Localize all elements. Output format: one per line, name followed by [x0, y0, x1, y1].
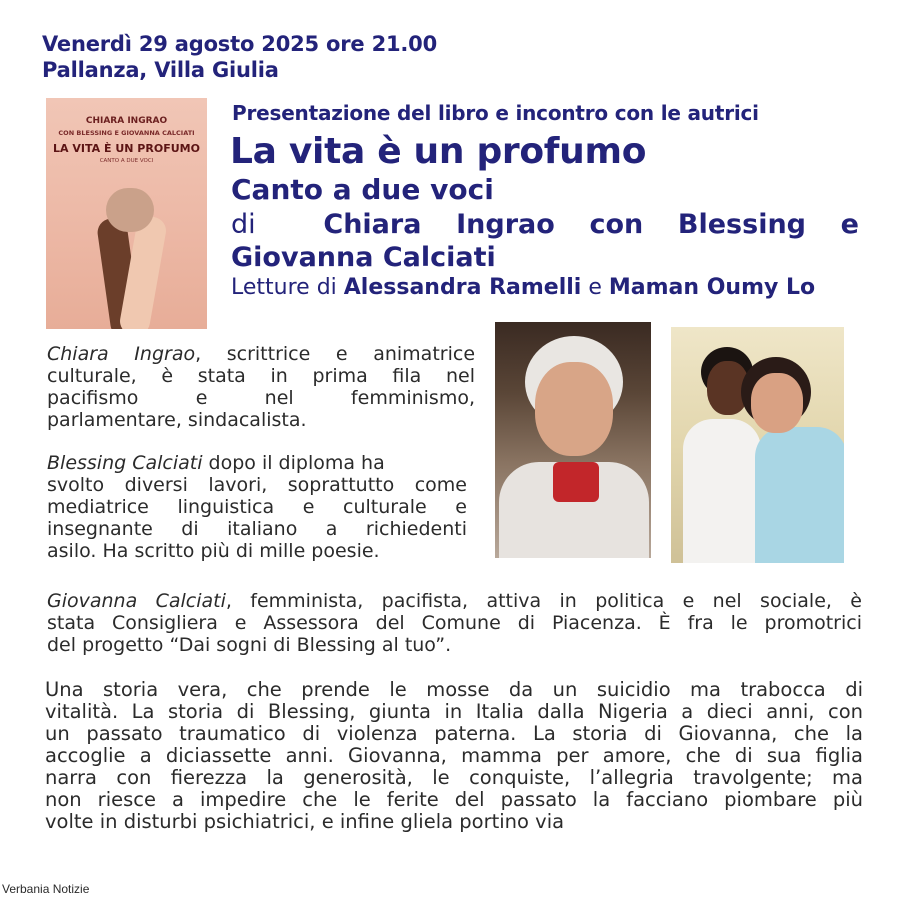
event-date-time: Venerdì 29 agosto 2025 ore 21.00: [42, 32, 437, 56]
reader-1: Alessandra Ramelli: [343, 275, 582, 300]
bio-name: Giovanna Calciati: [47, 590, 226, 612]
readings-line: [231, 273, 815, 303]
bio-giovanna-calciati: Giovanna Calciati, femminista, pacifista, attiva in politica e nel sociale, è stata Consigliera e Assessora del Comune di Piacenza. È fra le promotrici del progetto “Dai sogni di Blessing al tuo”.: [47, 590, 862, 656]
reader-2: Maman Oumy Lo: [608, 275, 816, 300]
cover-author: CHIARA INGRAO: [85, 116, 168, 126]
bio-name: Blessing Calciati: [47, 452, 203, 474]
bio-name: Chiara Ingrao: [47, 343, 196, 365]
readings-prefix: Letture di: [231, 275, 337, 300]
photo-blessing-giovanna: [671, 327, 844, 563]
cover-coauthors: CON BLESSING E GIOVANNA CALCIATI: [58, 129, 195, 137]
cover-clasped-hands: [106, 188, 154, 232]
by-prefix: di: [231, 209, 256, 240]
cover-subtitle: CANTO A DUE VOCI: [99, 158, 154, 164]
authors-names-2: Giovanna Calciati: [231, 242, 496, 273]
cover-title: LA VITA È UN PROFUMO: [53, 142, 200, 155]
book-cover-image: [46, 98, 207, 329]
authors-names-1: Chiara Ingrao con Blessing e: [323, 209, 859, 240]
source-credit: Verbania Notizie: [2, 882, 90, 896]
presentation-heading: Presentazione del libro e incontro con le autrici: [232, 101, 759, 125]
book-subtitle: Canto a due voci: [231, 173, 494, 206]
authors-line: [231, 208, 859, 241]
story-paragraph: Una storia vera, che prende le mosse da un suicidio ma trabocca di vitalità. La storia di Blessing, giunta in Italia dalla Nigeria a dieci anni, con un passato traumatico di violenza paterna. La storia di Giovanna, che la accoglie a diciassette anni. Giovanna, mamma per amore, che di sua figlia narra con fierezza la generosità, le conquiste, l’allegria travolgente; ma non riesce a impedire che le ferite del passato la facciano piombare più volte in disturbi psichiatrici, e infine gliela portino via: [45, 678, 863, 833]
photo-chiara-ingrao: [495, 322, 651, 558]
bio-chiara-ingrao: Chiara Ingrao, scrittrice e animatrice culturale, è stata in prima fila nel pacifismo e nel femminismo, parlamentare, sindacalista.: [47, 343, 476, 431]
readings-and: e: [588, 275, 602, 300]
bio-blessing-calciati: Blessing Calciati dopo il diploma ha svolto diversi lavori, soprattutto come mediatrice linguistica e culturale e insegnante di italiano a richiedenti asilo. Ha scritto più di mille poesie.: [47, 452, 467, 562]
event-place: Pallanza, Villa Giulia: [42, 58, 279, 82]
book-title: La vita è un profumo: [230, 131, 647, 172]
